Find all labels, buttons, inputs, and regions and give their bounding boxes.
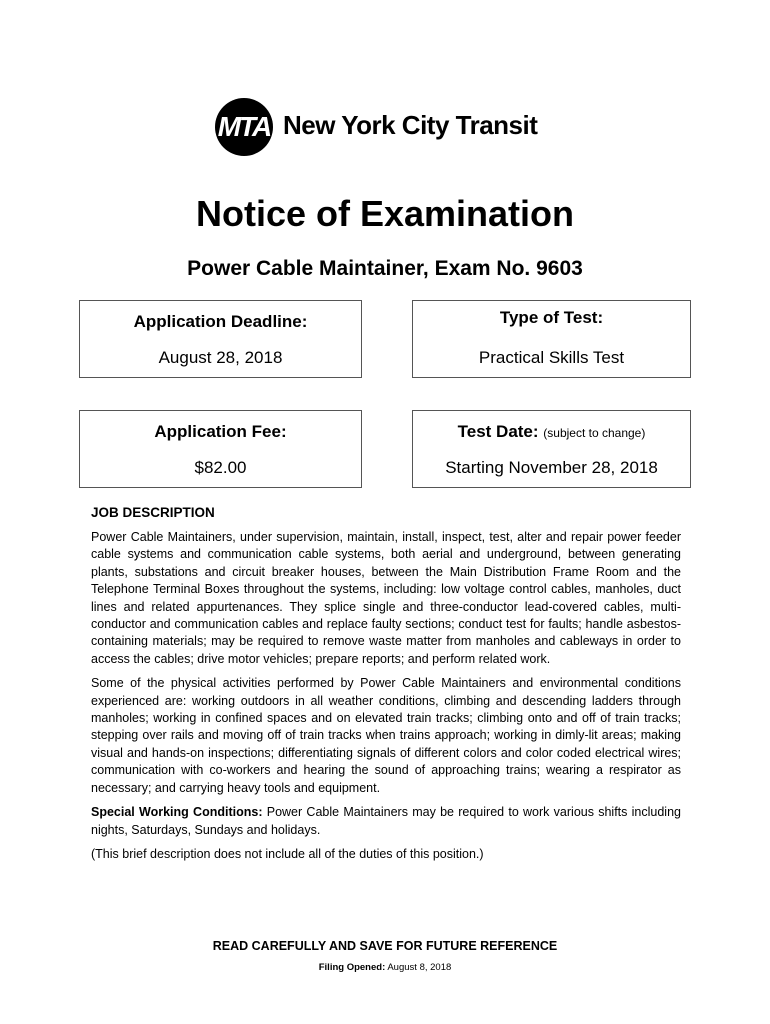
- filing-opened-value: August 8, 2018: [385, 962, 452, 973]
- special-working-conditions-label: Special Working Conditions:: [91, 805, 263, 820]
- page-subtitle: Power Cable Maintainer, Exam No. 9603: [187, 257, 583, 280]
- job-description-paragraph-2: Some of the physical activities performed by Power Cable Maintainers and environmental conditions experienced are: working outdoors in all weather conditions, climbing and descending ladders through manholes; working in confined spaces and on elevated train tracks; climbing onto and off of train tracks; stepping over rails and moving off of train tracks when trains approach; working in dimly-lit areas; making visual and hands-on inspections; differentiating signals of different colors and color coded electrical wires; communication with co-workers and hearing the sound of approaching trains; wearing a respirator as necessary; and carrying heavy tools and equipment.: [91, 676, 681, 795]
- mta-logo-mark: MTA: [215, 98, 273, 156]
- application-deadline-label: Application Deadline:: [133, 312, 308, 331]
- test-type-value: Practical Skills Test: [478, 348, 625, 367]
- application-deadline-value: August 28, 2018: [158, 348, 283, 367]
- nyct-logo: [215, 98, 555, 164]
- save-notice: READ CAREFULLY AND SAVE FOR FUTURE REFERENCE: [212, 939, 558, 953]
- test-type-label: Type of Test:: [499, 308, 604, 327]
- test-date-box: [412, 410, 691, 488]
- filing-opened: [0, 962, 770, 973]
- application-deadline-box: [79, 300, 362, 378]
- job-description-paragraph-1: Power Cable Maintainers, under supervision, maintain, install, inspect, test, alter and repair power feeder cable systems and communication cable systems, both aerial and underground, between generating plants, substations and circuit breaker houses, between the Main Distribution Frame Room and the Telephone Terminal Boxes throughout the systems, including: low voltage control cables, manholes, duct lines and related appurtenances. They splice single and three-conductor lead-covered cables, multi-conductor and communication cables and replace faulty sections; conduct test for faults; handle asbestos-containing materials; may be required to remove waste matter from manholes and cableways in order to access the cables; drive motor vehicles; prepare reports; and perform related work.: [91, 530, 681, 666]
- special-working-conditions-text: Power Cable Maintainers may be required to work various shifts including nights, Saturdays, Sundays and holidays.: [91, 805, 681, 837]
- filing-opened-label: Filing Opened:: [318, 962, 386, 973]
- application-fee-box: [79, 410, 362, 488]
- special-working-conditions: [91, 804, 681, 839]
- job-description-section: [91, 505, 681, 870]
- test-date-value: Starting November 28, 2018: [445, 458, 658, 477]
- application-fee-label: Application Fee:: [154, 422, 287, 441]
- job-description-heading: JOB DESCRIPTION: [91, 505, 215, 520]
- page-title: Notice of Examination: [195, 193, 575, 234]
- test-date-label-line: [413, 422, 690, 442]
- test-date-label: Test Date:: [457, 422, 539, 441]
- logo-text: New York City Transit: [283, 110, 538, 140]
- application-fee-value: $82.00: [194, 458, 247, 477]
- job-description-disclaimer: (This brief description does not include all of the duties of this position.): [91, 846, 484, 861]
- test-date-note: (subject to change): [543, 426, 646, 440]
- test-type-box: [412, 300, 691, 378]
